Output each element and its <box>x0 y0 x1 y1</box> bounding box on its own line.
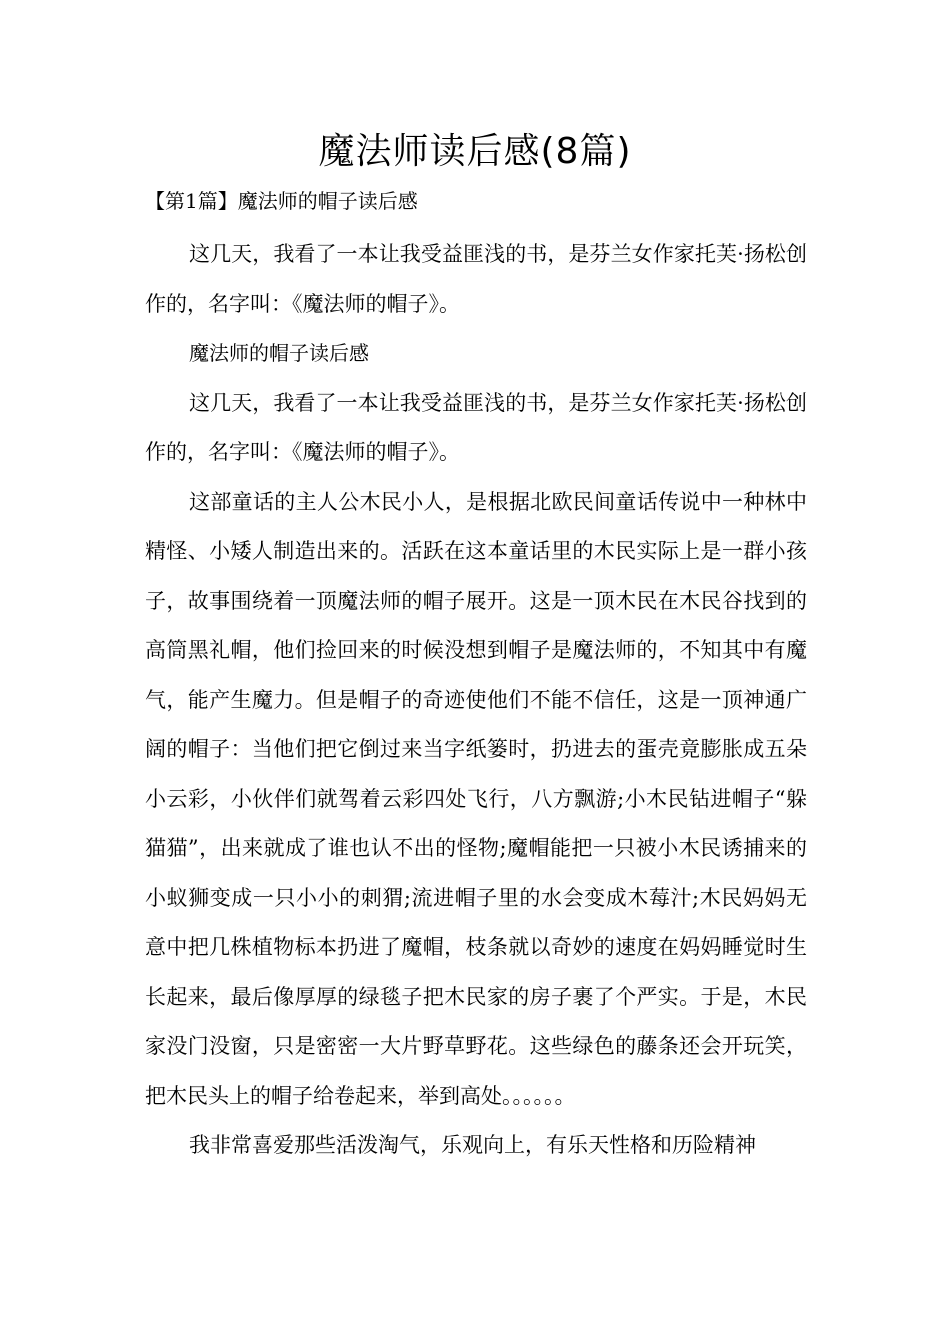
document-body <box>145 230 807 1171</box>
section-heading: 【第1篇】魔法师的帽子读后感 <box>145 189 418 213</box>
paragraph: 这部童话的主人公木民小人，是根据北欧民间童话传说中一种林中精怪、小矮人制造出来的。活跃在这本童话里的木民实际上是一群小孩子，故事围绕着一顶魔法师的帽子展开。这是一顶木民在木民谷找到的高筒黑礼帽，他们捡回来的时候没想到帽子是魔法师的，不知其中有魔气，能产生魔力。但是帽子的奇迹使他们不能不信任，这是一顶神通广阔的帽子：当他们把它倒过来当字纸篓时，扔进去的蛋壳竟膨胀成五朵小云彩，小伙伴们就驾着云彩四处飞行，八方飘游;小木民钻进帽子“躲猫猫”，出来就成了谁也认不出的怪物;魔帽能把一只被小木民诱捕来的小蚁狮变成一只小小的刺猬;流进帽子里的水会变成木莓汁;木民妈妈无意中把几株植物标本扔进了魔帽，枝条就以奇妙的速度在妈妈睡觉时生长起来，最后像厚厚的绿毯子把木民家的房子裹了个严实。于是，木民家没门没窗，只是密密一大片野草野花。这些绿色的藤条还会开玩笑，把木民头上的帽子给卷起来，举到高处。。。。。。 <box>145 489 807 1108</box>
paragraph-subheading: 魔法师的帽子读后感 <box>189 341 369 365</box>
paragraph: 这几天，我看了一本让我受益匪浅的书，是芬兰女作家托芙·扬松创作的，名字叫：《魔法师的帽子》。 <box>145 390 807 464</box>
paragraph: 这几天，我看了一本让我受益匪浅的书，是芬兰女作家托芙·扬松创作的，名字叫：《魔法师的帽子》。 <box>145 242 807 316</box>
document-title: 魔法师读后感(8篇) <box>318 131 632 172</box>
paragraph: 我非常喜爱那些活泼淘气，乐观向上，有乐天性格和历险精神 <box>189 1133 756 1157</box>
